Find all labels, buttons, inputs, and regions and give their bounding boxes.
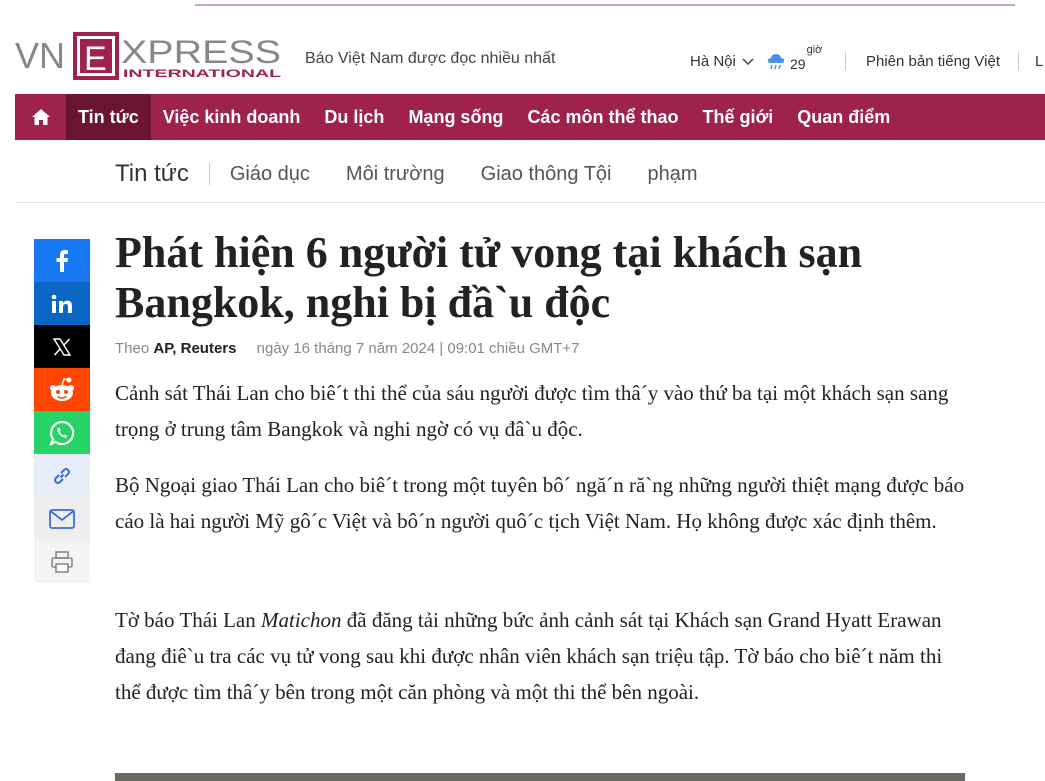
share-x-button[interactable] <box>34 325 90 368</box>
temperature-value: 29 <box>790 56 806 72</box>
article-paragraph: Bộ Ngoại giao Thái Lan cho biê´t trong một tuyên bô´ ngă´n ră`ng những người thiệt mạng được báo cáo là hai người Mỹ gô´c Việt và bô´n người quô´c tịch Việt Nam. Họ không được xác định thêm. <box>115 473 965 533</box>
share-bar <box>34 239 90 583</box>
logo-vn: VN <box>15 35 66 76</box>
share-linkedin-button[interactable] <box>34 282 90 325</box>
home-icon <box>31 108 51 126</box>
subnav-item-environment[interactable]: Môi trường <box>345 162 445 185</box>
header-separator-2 <box>1018 52 1019 70</box>
newspaper-name: Matichon <box>261 608 342 632</box>
subnav-category-title[interactable]: Tin tức <box>115 160 189 187</box>
location-selector[interactable] <box>690 53 754 70</box>
nav-item-sports[interactable]: Các môn thể thao <box>527 106 679 127</box>
article-meta <box>115 340 580 357</box>
nav-item-life[interactable]: Mạng sống <box>408 106 504 127</box>
publish-date: ngày 16 tháng 7 năm 2024 | 09:01 chiều GMT+7 <box>256 340 580 357</box>
location-label: Hà Nội <box>690 53 736 70</box>
header-separator <box>845 52 846 70</box>
logo-xpress: XPRESS <box>121 34 281 70</box>
reddit-icon <box>47 376 77 404</box>
share-whatsapp-button[interactable] <box>34 411 90 454</box>
print-button[interactable] <box>34 540 90 583</box>
article-title: Phát hiện 6 người tử vong tại khách sạn Bangkok, nghi bị đầ`u độc <box>115 228 863 327</box>
vnexpress-logo[interactable] <box>15 30 283 82</box>
logo-international: INTERNATIONAL <box>123 68 282 80</box>
sub-navigation <box>115 160 734 188</box>
x-icon <box>53 338 71 356</box>
nav-item-travel[interactable]: Du lịch <box>324 106 385 127</box>
subnav-divider <box>15 202 1045 203</box>
subnav-item-education[interactable]: Giáo dục <box>229 162 310 185</box>
article-image <box>115 773 965 781</box>
subnav-item-traffic[interactable]: Giao thông Tội <box>480 162 612 185</box>
nav-item-business[interactable]: Việc kinh doanh <box>162 106 301 127</box>
subnav-separator <box>209 163 210 185</box>
article-paragraph: Cảnh sát Thái Lan cho biê´t thi thể của sáu người được tìm thâ´y vào thứ ba tại một khách sạn sang trọng ở trung tâm Bangkok và nghi ngờ có vụ đâ`u độc. <box>115 381 949 441</box>
temperature-unit: giờ <box>806 44 823 56</box>
share-facebook-button[interactable] <box>34 239 90 282</box>
home-button[interactable] <box>15 94 66 140</box>
article-paragraph <box>115 602 965 710</box>
subnav-item-crime[interactable]: phạm <box>647 162 698 185</box>
weather-widget <box>766 44 822 72</box>
print-icon <box>51 551 73 573</box>
logo-e: E <box>84 40 107 78</box>
nav-item-world[interactable]: Thế giới <box>702 106 774 127</box>
site-tagline: Báo Việt Nam được đọc nhiều nhất <box>305 50 556 67</box>
copy-link-icon <box>51 465 73 487</box>
header-more-link[interactable]: L <box>1035 53 1044 70</box>
nav-item-news[interactable]: Tin tức <box>66 94 151 140</box>
article-sources: AP, Reuters <box>153 340 237 357</box>
share-mail-button[interactable] <box>34 497 90 540</box>
share-reddit-button[interactable] <box>34 368 90 411</box>
linkedin-icon <box>51 294 73 314</box>
rain-cloud-icon <box>766 52 786 72</box>
main-navigation <box>15 94 1045 140</box>
copy-link-button[interactable] <box>34 454 90 497</box>
chevron-down-icon <box>742 58 754 66</box>
top-accent-line <box>195 4 1015 6</box>
nav-item-perspectives[interactable]: Quan điểm <box>797 106 891 127</box>
paragraph-text: đã đăng tải những bức ảnh cảnh sát tại Khách sạn Grand Hyatt Erawan đang điê`u tra các vụ tử vong sau khi được nhân viên khách sạn triệu tập. Tờ báo cho biê´t năm thi thể được tìm thâ´y bên trong một căn phòng và một thi thể bên ngoài. <box>115 608 943 704</box>
vietnamese-version-link[interactable]: Phiên bản tiếng Việt <box>866 53 1000 70</box>
whatsapp-icon <box>49 420 75 446</box>
paragraph-text: Tờ báo Thái Lan <box>115 608 262 632</box>
byline-prefix: Theo <box>115 340 150 357</box>
facebook-icon <box>55 250 69 272</box>
mail-icon <box>49 509 75 529</box>
